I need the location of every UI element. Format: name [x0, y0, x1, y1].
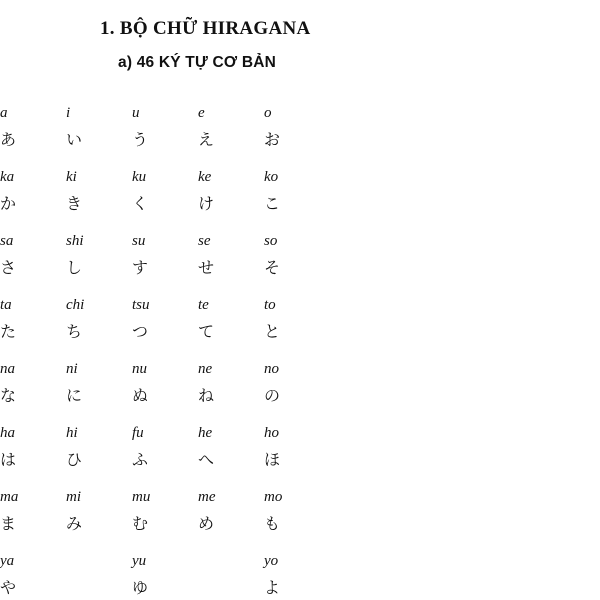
kana-cell: お: [264, 130, 281, 149]
romaji-cell: to: [264, 297, 276, 313]
kana-cell-empty: [66, 573, 132, 598]
kana-cell: な: [0, 386, 17, 405]
kana-cell: へ: [198, 450, 215, 469]
row-spacer: [0, 150, 330, 158]
romaji-cell: ke: [198, 169, 212, 185]
romaji-cell-empty: [66, 542, 132, 573]
kana-row: [0, 573, 330, 598]
kana-cell: ふ: [132, 450, 149, 469]
kana-cell: の: [264, 386, 281, 405]
kana-row: [0, 125, 330, 150]
row-spacer: [0, 470, 330, 478]
romaji-cell: he: [198, 425, 213, 441]
kana-cell: は: [0, 450, 17, 469]
kana-cell: ゆ: [132, 578, 149, 597]
page-title: 1. BỘ CHỮ HIRAGANA: [100, 18, 311, 39]
kana-cell-empty: [198, 573, 264, 598]
romaji-cell: yu: [132, 553, 147, 569]
romaji-cell: tsu: [132, 297, 150, 313]
kana-cell: さ: [0, 258, 17, 277]
section-subtitle: a) 46 KÝ TỰ CƠ BẢN: [118, 54, 277, 71]
romaji-cell-empty: [198, 542, 264, 573]
romaji-cell: ta: [0, 297, 12, 313]
kana-cell: と: [264, 322, 281, 341]
kana-cell: よ: [264, 578, 281, 597]
romaji-cell: su: [132, 233, 146, 249]
kana-cell: て: [198, 322, 215, 341]
romaji-cell: ni: [66, 361, 78, 377]
row-spacer: [0, 214, 330, 222]
kana-cell: め: [198, 514, 215, 533]
kana-cell: ぬ: [132, 386, 149, 405]
romaji-cell: a: [0, 105, 8, 121]
kana-row: [0, 189, 330, 214]
kana-cell: み: [66, 514, 83, 533]
kana-cell: ね: [198, 386, 215, 405]
romaji-cell: ko: [264, 169, 279, 185]
kana-cell: え: [198, 130, 215, 149]
romaji-cell: mu: [132, 489, 151, 505]
romaji-cell: no: [264, 361, 279, 377]
romaji-cell: o: [264, 105, 272, 121]
kana-cell: か: [0, 194, 17, 213]
romaji-cell: me: [198, 489, 216, 505]
kana-cell: け: [198, 194, 215, 213]
kana-cell: ひ: [66, 450, 83, 469]
kana-cell: く: [132, 194, 149, 213]
kana-cell: た: [0, 322, 17, 341]
kana-row: [0, 445, 330, 470]
kana-cell: ち: [66, 322, 83, 341]
romaji-row: [0, 286, 330, 317]
hiragana-table: [0, 94, 330, 598]
kana-cell: も: [264, 514, 281, 533]
romaji-cell: na: [0, 361, 15, 377]
kana-cell: せ: [198, 258, 215, 277]
romaji-cell: so: [264, 233, 278, 249]
romaji-cell: mi: [66, 489, 81, 505]
romaji-cell: e: [198, 105, 205, 121]
romaji-cell: fu: [132, 425, 144, 441]
romaji-cell: ha: [0, 425, 15, 441]
romaji-cell: u: [132, 105, 140, 121]
row-spacer: [0, 534, 330, 542]
romaji-cell: chi: [66, 297, 85, 313]
kana-row: [0, 253, 330, 278]
romaji-row: [0, 94, 330, 125]
romaji-row: [0, 478, 330, 509]
romaji-row: [0, 414, 330, 445]
kana-cell: あ: [0, 130, 17, 149]
romaji-cell: hi: [66, 425, 78, 441]
kana-cell: す: [132, 258, 149, 277]
romaji-row: [0, 222, 330, 253]
romaji-row: [0, 350, 330, 381]
kana-row: [0, 509, 330, 534]
row-spacer: [0, 406, 330, 414]
kana-cell: う: [132, 130, 149, 149]
kana-cell: に: [66, 386, 83, 405]
kana-row: [0, 317, 330, 342]
kana-cell: し: [66, 258, 83, 277]
romaji-cell: se: [198, 233, 211, 249]
kana-cell: つ: [132, 322, 149, 341]
romaji-cell: ka: [0, 169, 15, 185]
kana-cell: ま: [0, 514, 17, 533]
kana-cell: こ: [264, 194, 281, 213]
kana-row: [0, 381, 330, 406]
kana-cell: き: [66, 194, 83, 213]
romaji-cell: ho: [264, 425, 279, 441]
kana-cell: い: [66, 130, 83, 149]
romaji-row: [0, 542, 330, 573]
romaji-row: [0, 158, 330, 189]
kana-cell: ほ: [264, 450, 281, 469]
row-spacer: [0, 278, 330, 286]
romaji-cell: i: [66, 105, 71, 121]
romaji-cell: nu: [132, 361, 147, 377]
kana-cell: そ: [264, 258, 281, 277]
romaji-cell: ma: [0, 489, 19, 505]
romaji-cell: ne: [198, 361, 213, 377]
romaji-cell: ku: [132, 169, 147, 185]
romaji-cell: mo: [264, 489, 283, 505]
kana-cell: む: [132, 514, 149, 533]
romaji-cell: sa: [0, 233, 14, 249]
romaji-cell: ki: [66, 169, 77, 185]
romaji-cell: shi: [66, 233, 84, 249]
romaji-cell: ya: [0, 553, 15, 569]
row-spacer: [0, 342, 330, 350]
romaji-cell: yo: [264, 553, 279, 569]
romaji-cell: te: [198, 297, 209, 313]
kana-cell: や: [0, 578, 17, 597]
